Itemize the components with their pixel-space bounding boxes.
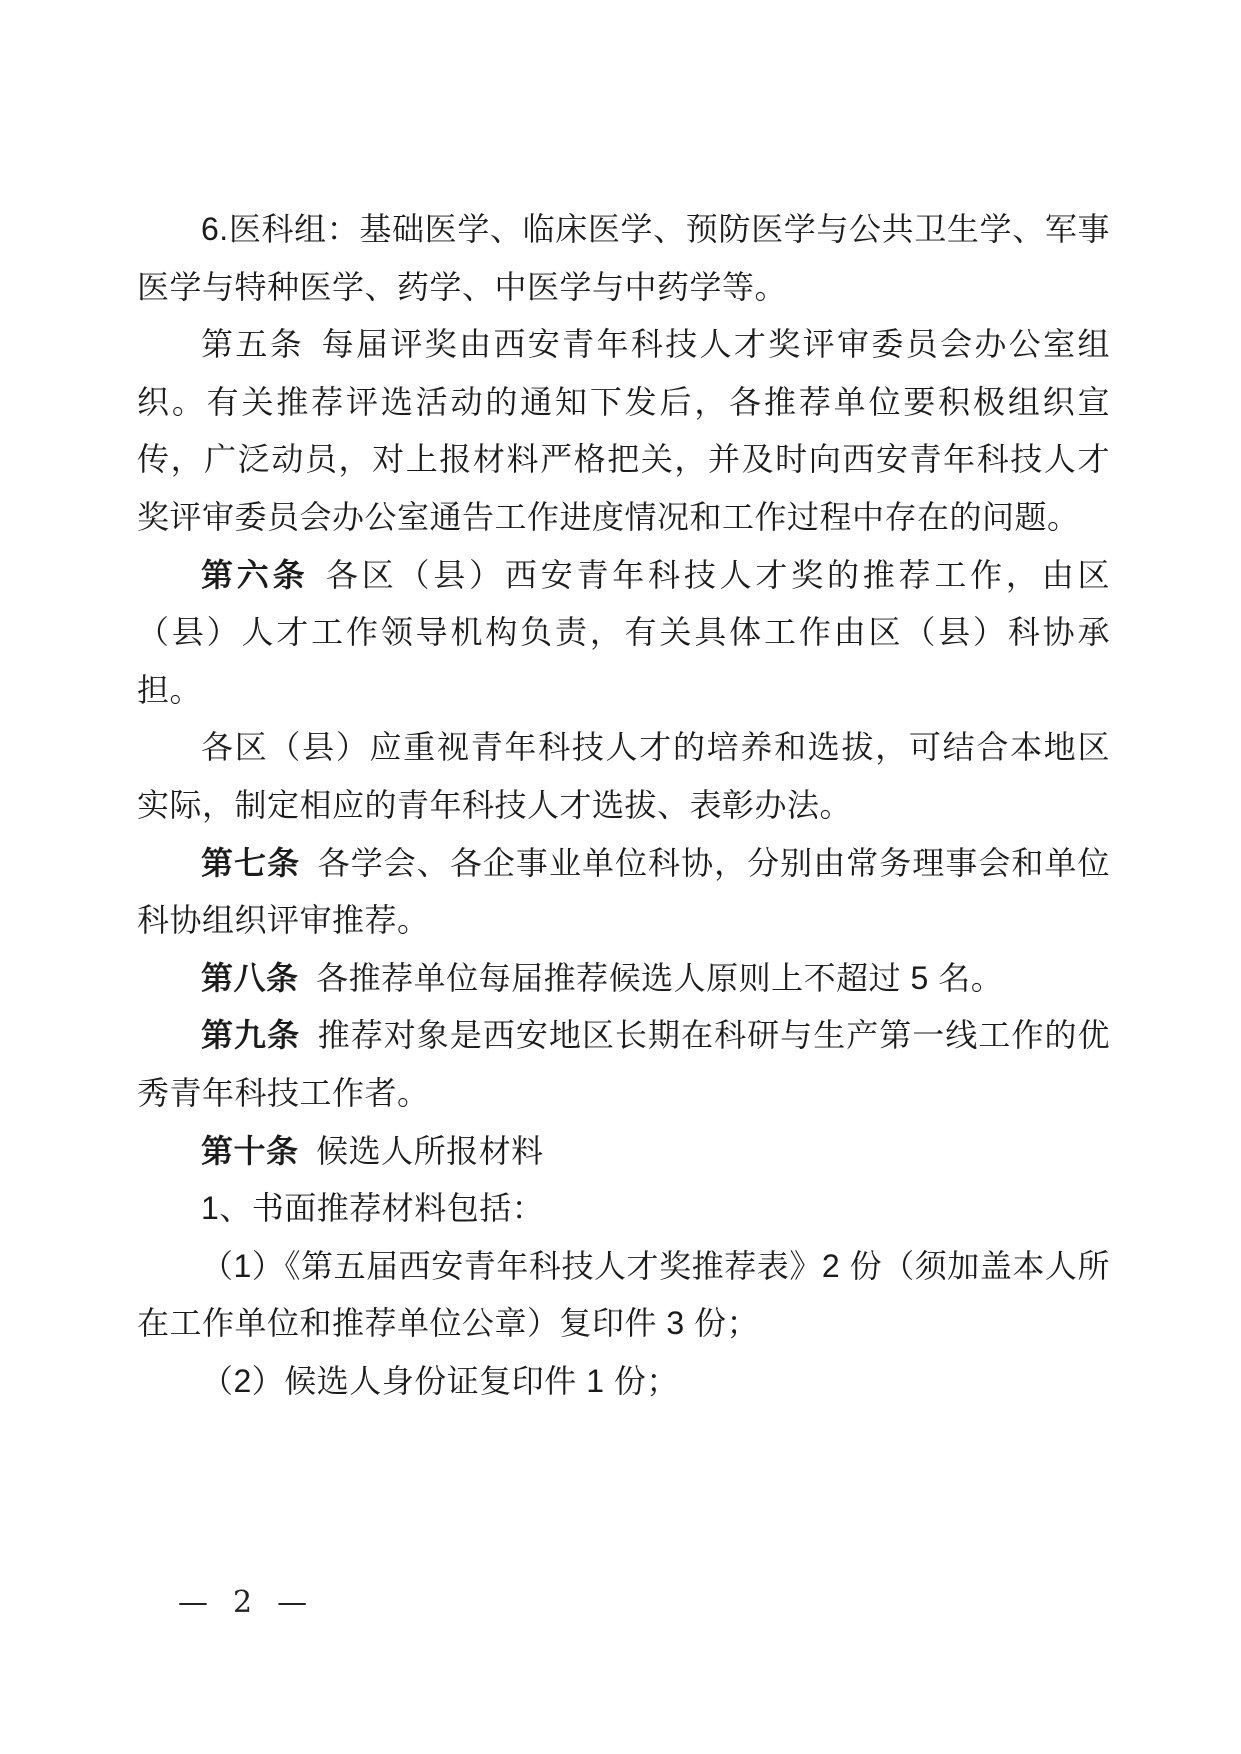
paragraph-text: 候选人所报材料 <box>316 1132 544 1169</box>
article-5 <box>137 316 1110 546</box>
paragraph-text: 各区（县）西安青年科技人才奖的推荐工作，由区（县）人才工作领导机构负责，有关具体工作由区（县）科协承担。 <box>137 556 1110 708</box>
article-6 <box>137 547 1110 720</box>
page-number: — 2 — <box>178 1585 309 1620</box>
paragraph-text: 推荐对象是西安地区长期在科研与生产第一线工作的优秀青年科技工作者。 <box>137 1017 1110 1111</box>
article-label: 第六条 <box>201 556 309 593</box>
paragraph-text: 6.医科组：基础医学、临床医学、预防医学与公共卫生学、军事医学与特种医学、药学、中医学与中药学等。 <box>137 211 1110 305</box>
article-8 <box>137 950 1110 1008</box>
paragraph-medical-group <box>137 201 1110 316</box>
document-body <box>137 201 1110 1410</box>
paragraph-text: 各推荐单位每届推荐候选人原则上不超过 5 名。 <box>316 959 1004 996</box>
article-label: 第五条 <box>201 326 305 363</box>
paragraph-text: （1）《第五届西安青年科技人才奖推荐表》2 份（须加盖本人所在工作单位和推荐单位公章）复印件 3 份； <box>137 1247 1110 1342</box>
paragraph-text: 每届评奖由西安青年科技人才奖评审委员会办公室组织。有关推荐评选活动的通知下发后，各推荐单位要积极组织宣传，广泛动员，对上报材料严格把关，并及时向西安青年科技人才奖评审委员会办公室通告工作进度情况和工作过程中存在的问题。 <box>137 326 1110 535</box>
paragraph-text: （2）候选人身份证复印件 1 份； <box>201 1362 679 1399</box>
article-label: 第九条 <box>201 1017 301 1054</box>
list-intro <box>137 1180 1110 1238</box>
paragraph-text: 1、书面推荐材料包括： <box>201 1190 545 1227</box>
article-10 <box>137 1123 1110 1181</box>
article-6-supplement <box>137 719 1110 834</box>
article-label: 第八条 <box>201 959 299 996</box>
article-9 <box>137 1007 1110 1122</box>
article-7 <box>137 835 1110 950</box>
article-label: 第十条 <box>201 1132 299 1169</box>
paragraph-text: 各学会、各企事业单位科协，分别由常务理事会和单位科协组织评审推荐。 <box>137 844 1110 939</box>
list-item-2 <box>137 1353 1110 1411</box>
article-label: 第七条 <box>201 844 301 881</box>
list-item-1 <box>137 1238 1110 1353</box>
paragraph-text: 各区（县）应重视青年科技人才的培养和选拔，可结合本地区实际，制定相应的青年科技人才选拔、表彰办法。 <box>137 729 1110 823</box>
